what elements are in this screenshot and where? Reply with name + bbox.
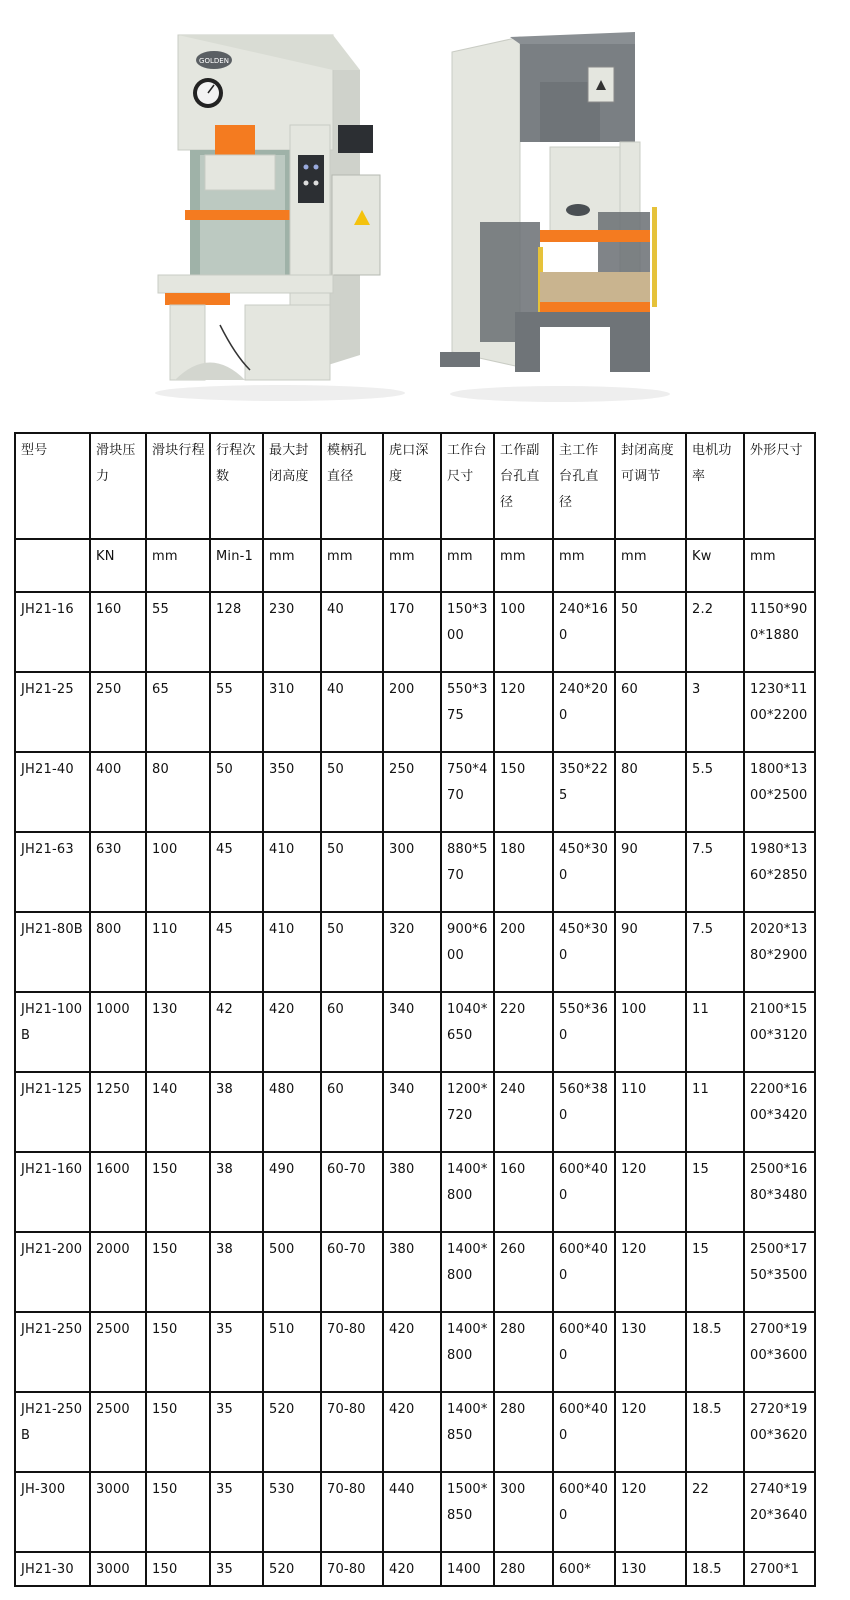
table-cell: 100 xyxy=(615,992,686,1072)
table-cell: 15 xyxy=(686,1232,744,1312)
table-cell: 11 xyxy=(686,992,744,1072)
column-header: 主工作台孔直径 xyxy=(553,433,615,539)
table-cell: 2700*1900*3600 xyxy=(744,1312,815,1392)
table-cell: 22 xyxy=(686,1472,744,1552)
column-header: 工作台尺寸 xyxy=(441,433,494,539)
table-cell: 150 xyxy=(146,1312,210,1392)
table-cell: 600*400 xyxy=(553,1232,615,1312)
table-row xyxy=(15,1472,815,1552)
press-machine-front-photo xyxy=(150,25,410,405)
table-cell: 150*300 xyxy=(441,592,494,672)
table-cell: 480 xyxy=(263,1072,321,1152)
table-cell: 150 xyxy=(146,1472,210,1552)
table-cell: 140 xyxy=(146,1072,210,1152)
table-cell: 500 xyxy=(263,1232,321,1312)
table-cell: 180 xyxy=(494,832,553,912)
table-cell: 250 xyxy=(383,752,441,832)
table-cell: 380 xyxy=(383,1152,441,1232)
table-cell: 100 xyxy=(146,832,210,912)
column-header: 行程次数 xyxy=(210,433,263,539)
table-cell: 128 xyxy=(210,592,263,672)
table-cell: JH21-250 xyxy=(15,1312,90,1392)
table-row xyxy=(15,1392,815,1472)
table-row xyxy=(15,1312,815,1392)
table-cell: 45 xyxy=(210,912,263,992)
table-cell: JH21-40 xyxy=(15,752,90,832)
table-cell: 410 xyxy=(263,832,321,912)
table-header-row xyxy=(15,433,815,539)
table-cell: 42 xyxy=(210,992,263,1072)
table-cell: 260 xyxy=(494,1232,553,1312)
table-cell: 7.5 xyxy=(686,832,744,912)
table-cell: 320 xyxy=(383,912,441,992)
table-cell: 50 xyxy=(321,912,383,992)
table-cell: JH21-16 xyxy=(15,592,90,672)
table-cell: 60 xyxy=(615,672,686,752)
table-cell: 1150*900*1880 xyxy=(744,592,815,672)
unit-cell: KN xyxy=(90,539,146,592)
table-cell: 1600 xyxy=(90,1152,146,1232)
table-cell: 550*360 xyxy=(553,992,615,1072)
table-row xyxy=(15,1072,815,1152)
table-cell: 280 xyxy=(494,1312,553,1392)
table-cell: 35 xyxy=(210,1552,263,1586)
table-cell: 300 xyxy=(383,832,441,912)
table-row xyxy=(15,992,815,1072)
unit-cell: mm xyxy=(263,539,321,592)
table-row xyxy=(15,1232,815,1312)
table-cell: 150 xyxy=(146,1152,210,1232)
table-cell: 2720*1900*3620 xyxy=(744,1392,815,1472)
table-cell: 18.5 xyxy=(686,1312,744,1392)
table-cell: 35 xyxy=(210,1392,263,1472)
table-cell: 350*225 xyxy=(553,752,615,832)
table-cell: 240*160 xyxy=(553,592,615,672)
unit-cell: mm xyxy=(383,539,441,592)
column-header: 型号 xyxy=(15,433,90,539)
table-cell: 280 xyxy=(494,1552,553,1586)
table-cell: 200 xyxy=(494,912,553,992)
table-cell: 420 xyxy=(383,1312,441,1392)
table-cell: 410 xyxy=(263,912,321,992)
table-cell: 1500*850 xyxy=(441,1472,494,1552)
table-cell: 340 xyxy=(383,992,441,1072)
table-cell: 50 xyxy=(321,832,383,912)
table-cell: 110 xyxy=(615,1072,686,1152)
table-cell: JH21-250B xyxy=(15,1392,90,1472)
unit-cell: mm xyxy=(441,539,494,592)
table-cell: 240*200 xyxy=(553,672,615,752)
table-cell: 1200*720 xyxy=(441,1072,494,1152)
table-cell: 420 xyxy=(383,1392,441,1472)
table-cell: JH21-63 xyxy=(15,832,90,912)
table-cell: 130 xyxy=(615,1312,686,1392)
column-header: 封闭高度可调节 xyxy=(615,433,686,539)
table-cell: JH21-125 xyxy=(15,1072,90,1152)
table-row xyxy=(15,592,815,672)
table-cell: 800 xyxy=(90,912,146,992)
table-cell: 3000 xyxy=(90,1472,146,1552)
table-cell: 600* xyxy=(553,1552,615,1586)
table-cell: 2100*1500*3120 xyxy=(744,992,815,1072)
table-cell: 55 xyxy=(210,672,263,752)
column-header: 模柄孔直径 xyxy=(321,433,383,539)
table-cell: 11 xyxy=(686,1072,744,1152)
table-row xyxy=(15,752,815,832)
table-cell: 100 xyxy=(494,592,553,672)
table-cell: 530 xyxy=(263,1472,321,1552)
unit-cell: mm xyxy=(615,539,686,592)
table-cell: 160 xyxy=(494,1152,553,1232)
table-cell: 2500 xyxy=(90,1392,146,1472)
table-cell: 70-80 xyxy=(321,1472,383,1552)
table-cell: 65 xyxy=(146,672,210,752)
table-cell: 200 xyxy=(383,672,441,752)
table-cell: 50 xyxy=(615,592,686,672)
table-cell: 1230*1100*2200 xyxy=(744,672,815,752)
table-cell: JH21-80B xyxy=(15,912,90,992)
table-cell: 1250 xyxy=(90,1072,146,1152)
column-header: 滑块行程 xyxy=(146,433,210,539)
table-cell: 60 xyxy=(321,1072,383,1152)
table-cell: 900*600 xyxy=(441,912,494,992)
table-cell: 450*300 xyxy=(553,912,615,992)
table-row xyxy=(15,1552,815,1586)
table-cell: 1400*800 xyxy=(441,1312,494,1392)
table-cell: JH21-30 xyxy=(15,1552,90,1586)
table-cell: 310 xyxy=(263,672,321,752)
table-cell: 90 xyxy=(615,912,686,992)
column-header: 滑块压力 xyxy=(90,433,146,539)
table-cell: 50 xyxy=(210,752,263,832)
table-cell: 130 xyxy=(615,1552,686,1586)
table-cell: 45 xyxy=(210,832,263,912)
table-cell: 50 xyxy=(321,752,383,832)
table-cell: 550*375 xyxy=(441,672,494,752)
table-cell: 1000 xyxy=(90,992,146,1072)
table-cell: JH21-160 xyxy=(15,1152,90,1232)
column-header: 工作副台孔直径 xyxy=(494,433,553,539)
unit-cell: mm xyxy=(494,539,553,592)
table-cell: 170 xyxy=(383,592,441,672)
table-cell: 160 xyxy=(90,592,146,672)
unit-cell xyxy=(15,539,90,592)
table-cell: 2500*1680*3480 xyxy=(744,1152,815,1232)
table-cell: 1980*1360*2850 xyxy=(744,832,815,912)
table-cell: 60 xyxy=(321,992,383,1072)
table-cell: 120 xyxy=(615,1152,686,1232)
table-cell: 880*570 xyxy=(441,832,494,912)
table-cell: 150 xyxy=(146,1552,210,1586)
table-cell: 240 xyxy=(494,1072,553,1152)
table-cell: 110 xyxy=(146,912,210,992)
table-cell: 420 xyxy=(263,992,321,1072)
table-cell: 150 xyxy=(146,1232,210,1312)
table-cell: 280 xyxy=(494,1392,553,1472)
unit-cell: Min-1 xyxy=(210,539,263,592)
table-cell: 60-70 xyxy=(321,1232,383,1312)
column-header: 最大封闭高度 xyxy=(263,433,321,539)
table-cell: 560*380 xyxy=(553,1072,615,1152)
unit-cell: mm xyxy=(321,539,383,592)
unit-cell: mm xyxy=(553,539,615,592)
table-cell: 2020*1380*2900 xyxy=(744,912,815,992)
table-cell: 120 xyxy=(494,672,553,752)
table-row xyxy=(15,672,815,752)
table-cell: 1400 xyxy=(441,1552,494,1586)
table-cell: 2740*1920*3640 xyxy=(744,1472,815,1552)
table-cell: 220 xyxy=(494,992,553,1072)
table-cell: 18.5 xyxy=(686,1392,744,1472)
table-cell: JH-300 xyxy=(15,1472,90,1552)
specification-table xyxy=(14,432,816,1587)
table-cell: 600*400 xyxy=(553,1472,615,1552)
column-header: 电机功率 xyxy=(686,433,744,539)
table-cell: 300 xyxy=(494,1472,553,1552)
table-cell: JH21-25 xyxy=(15,672,90,752)
table-cell: 120 xyxy=(615,1392,686,1472)
table-cell: 38 xyxy=(210,1072,263,1152)
table-cell: 250 xyxy=(90,672,146,752)
table-cell: 7.5 xyxy=(686,912,744,992)
table-cell: 2500*1750*3500 xyxy=(744,1232,815,1312)
table-row xyxy=(15,912,815,992)
table-cell: 600*400 xyxy=(553,1152,615,1232)
brand-logo-text: GOLDEN xyxy=(199,57,229,65)
table-cell: 420 xyxy=(383,1552,441,1586)
table-cell: 350 xyxy=(263,752,321,832)
table-cell: 2200*1600*3420 xyxy=(744,1072,815,1152)
table-cell: 600*400 xyxy=(553,1312,615,1392)
table-cell: 150 xyxy=(494,752,553,832)
table-cell: 5.5 xyxy=(686,752,744,832)
table-cell: 40 xyxy=(321,592,383,672)
table-cell: 80 xyxy=(615,752,686,832)
table-cell: 35 xyxy=(210,1472,263,1552)
table-cell: 15 xyxy=(686,1152,744,1232)
table-cell: 35 xyxy=(210,1312,263,1392)
table-cell: 70-80 xyxy=(321,1312,383,1392)
table-cell: 450*300 xyxy=(553,832,615,912)
table-cell: 490 xyxy=(263,1152,321,1232)
table-cell: 130 xyxy=(146,992,210,1072)
table-cell: 2700*1 xyxy=(744,1552,815,1586)
table-cell: 510 xyxy=(263,1312,321,1392)
table-cell: 120 xyxy=(615,1232,686,1312)
table-cell: 230 xyxy=(263,592,321,672)
table-row xyxy=(15,1152,815,1232)
table-cell: 70-80 xyxy=(321,1552,383,1586)
table-cell: 2000 xyxy=(90,1232,146,1312)
table-cell: 3000 xyxy=(90,1552,146,1586)
table-cell: 630 xyxy=(90,832,146,912)
table-cell: 40 xyxy=(321,672,383,752)
table-cell: 3 xyxy=(686,672,744,752)
table-cell: 1400*800 xyxy=(441,1232,494,1312)
table-cell: 1800*1300*2500 xyxy=(744,752,815,832)
column-header: 外形尺寸 xyxy=(744,433,815,539)
table-cell: 750*470 xyxy=(441,752,494,832)
table-row xyxy=(15,832,815,912)
table-cell: JH21-100B xyxy=(15,992,90,1072)
unit-cell: mm xyxy=(744,539,815,592)
table-cell: JH21-200 xyxy=(15,1232,90,1312)
table-cell: 80 xyxy=(146,752,210,832)
table-cell: 18.5 xyxy=(686,1552,744,1586)
table-cell: 38 xyxy=(210,1152,263,1232)
table-cell: 150 xyxy=(146,1392,210,1472)
table-cell: 520 xyxy=(263,1552,321,1586)
press-machine-guarded-photo xyxy=(440,22,670,407)
table-cell: 340 xyxy=(383,1072,441,1152)
table-cell: 520 xyxy=(263,1392,321,1472)
table-cell: 120 xyxy=(615,1472,686,1552)
table-cell: 600*400 xyxy=(553,1392,615,1472)
table-cell: 38 xyxy=(210,1232,263,1312)
column-header: 虎口深度 xyxy=(383,433,441,539)
table-cell: 2500 xyxy=(90,1312,146,1392)
unit-cell: mm xyxy=(146,539,210,592)
table-cell: 1400*800 xyxy=(441,1152,494,1232)
table-cell: 440 xyxy=(383,1472,441,1552)
table-cell: 1040*650 xyxy=(441,992,494,1072)
table-cell: 400 xyxy=(90,752,146,832)
table-cell: 1400*850 xyxy=(441,1392,494,1472)
table-cell: 60-70 xyxy=(321,1152,383,1232)
product-photos xyxy=(0,0,850,415)
unit-cell: Kw xyxy=(686,539,744,592)
table-cell: 2.2 xyxy=(686,592,744,672)
table-cell: 55 xyxy=(146,592,210,672)
table-cell: 380 xyxy=(383,1232,441,1312)
table-cell: 90 xyxy=(615,832,686,912)
table-cell: 70-80 xyxy=(321,1392,383,1472)
table-unit-row xyxy=(15,539,815,592)
